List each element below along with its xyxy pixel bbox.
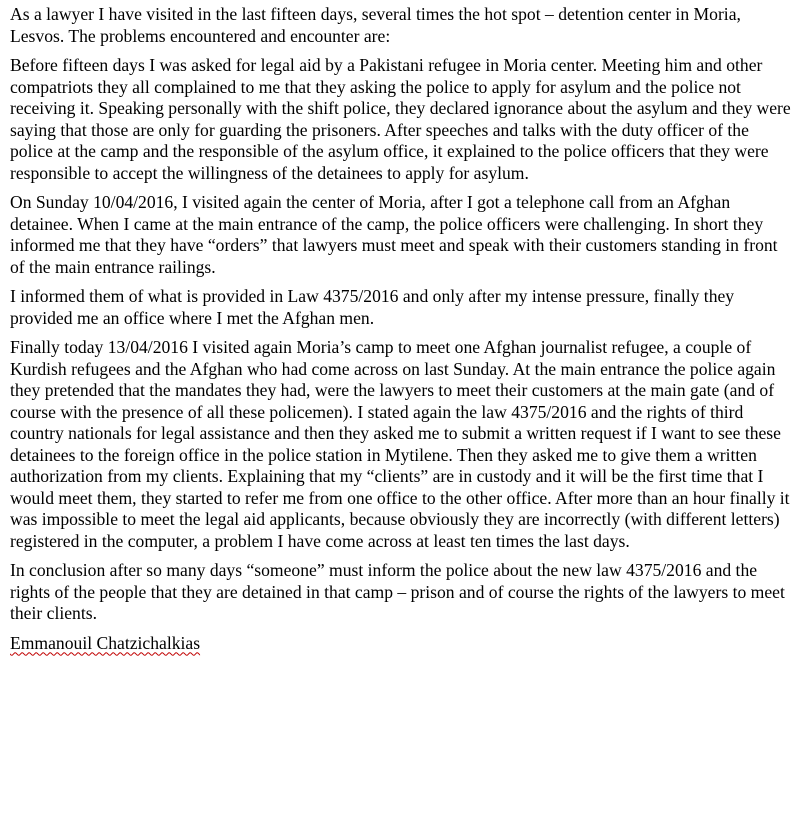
paragraph-today-visit: Finally today 13/04/2016 I visited again Moria’s camp to meet one Afghan journalist refugee, a couple of Kurdish refugees and the Afghan who had come across on last Sunday. At the main entrance the police again they pretended that the mandates they had, were the lawyers to meet their customers at the main gate (and of course with the presence of all these policemen). I stated again the law 4375/2016 and the rights of third country nationals for legal assistance and then they asked me to submit a written request if I want to see these detainees to the foreign office in the police station in Mytilene. Then they asked me to give them a written authorization from my clients. Explaining that my “clients” are in custody and it will be the first time that I would meet them, they started to refer me from one office to the other office. After more than an hour finally it was impossible to meet the legal aid applicants, because obviously they are incorrectly (with different letters) registered in the computer, a problem I have come across at least ten times the last days. <box>10 337 790 551</box>
paragraph-conclusion: In conclusion after so many days “someone” must inform the police about the new law 4375/2016 and the rights of the people that they are detained in that camp – prison and of course the rights of the lawyers to meet their clients. <box>10 560 785 623</box>
paragraph-pakistani-refugee: Before fifteen days I was asked for legal aid by a Pakistani refugee in Moria center. Meeting him and other compatriots they all complained to me that they asking the police to apply for asylum and the police not receiving it. Speaking personally with the shift police, they declared ignorance about the asylum and they were saying that those are only for guarding the prisoners. After speeches and talks with the duty officer of the police at the camp and the responsible of the asylum office, it explained to the police officers that they were responsible to accept the willingness of the detainees to apply for asylum. <box>10 55 791 183</box>
paragraph-intro: As a lawyer I have visited in the last fifteen days, several times the hot spot – detention center in Moria, Lesvos. The problems encountered and encounter are: <box>10 4 741 46</box>
paragraph-sunday-visit: On Sunday 10/04/2016, I visited again the center of Moria, after I got a telephone call from an Afghan detainee. When I came at the main entrance of the camp, the police officers were challenging. In short they informed me that they have “orders” that lawyers must meet and speak with their customers standing in front of the main entrance railings. <box>10 192 778 277</box>
paragraph-law-office: I informed them of what is provided in Law 4375/2016 and only after my intense pressure, finally they provided me an office where I met the Afghan men. <box>10 286 735 328</box>
signature: Emmanouil Chatzichalkias <box>10 632 201 653</box>
